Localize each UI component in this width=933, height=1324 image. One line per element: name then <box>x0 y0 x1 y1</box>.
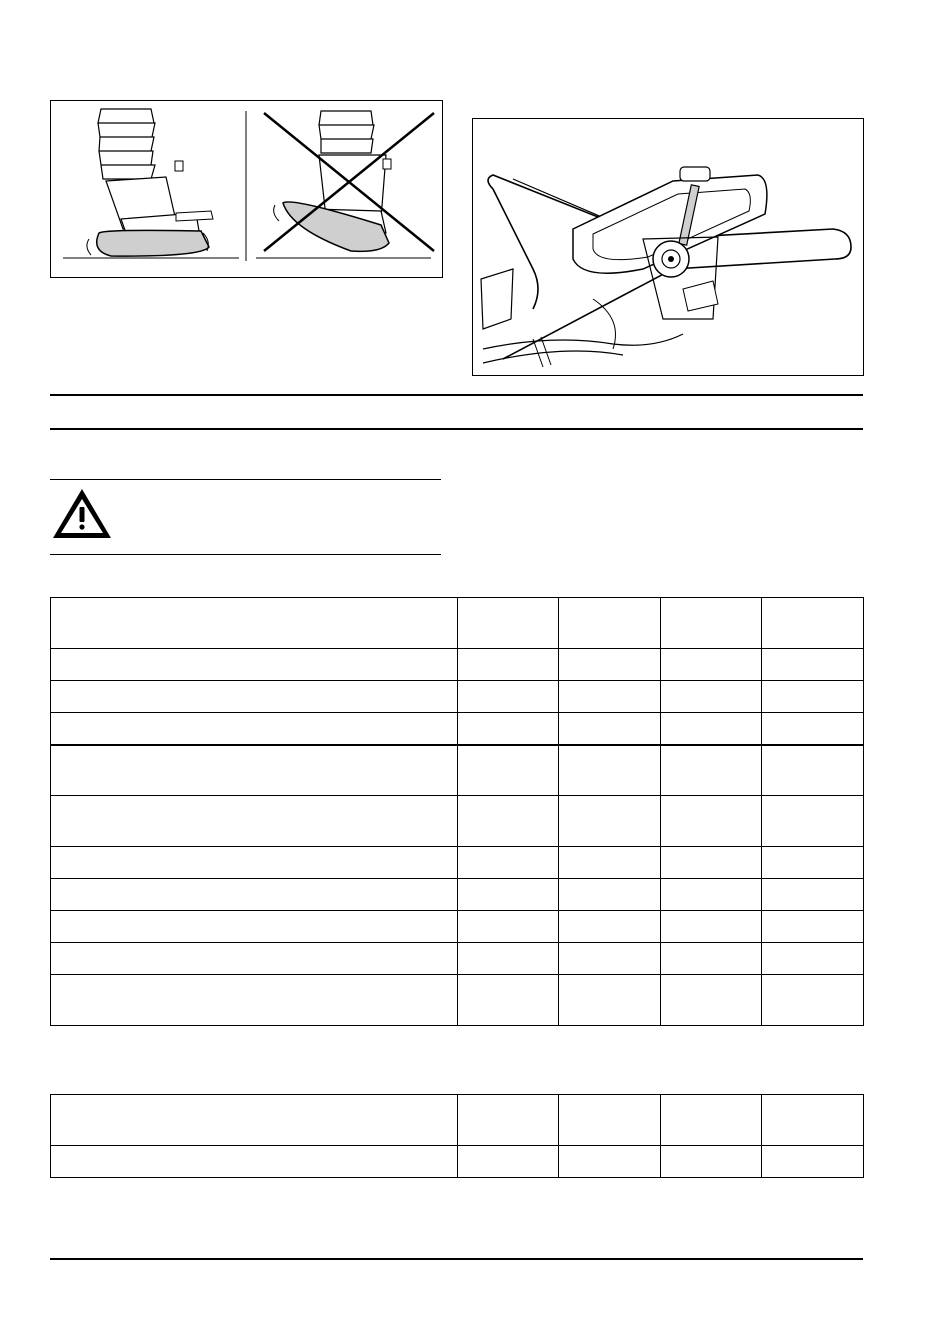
table-row <box>51 879 864 911</box>
table-row <box>51 649 864 681</box>
rammer-foot-tilted-crossed-out-illustration <box>264 111 434 251</box>
table-row <box>51 745 864 796</box>
specification-table-main <box>50 597 864 1026</box>
rammer-foot-flat-contact-illustration <box>87 109 213 256</box>
table-row <box>51 713 864 745</box>
table-row <box>51 975 864 1026</box>
table-row <box>51 598 864 649</box>
table-row <box>51 911 864 943</box>
section-rule-top <box>50 394 863 396</box>
rammer-handle-throttle-lever-illustration <box>473 119 863 375</box>
warning-triangle-icon <box>50 486 114 542</box>
table-row <box>51 681 864 713</box>
footer-rule <box>50 1258 863 1260</box>
warning-rule-top <box>50 479 441 480</box>
table-row <box>51 1146 864 1178</box>
table-row <box>51 1095 864 1146</box>
table-row <box>51 847 864 879</box>
table-row <box>51 943 864 975</box>
specification-table-secondary <box>50 1094 864 1178</box>
warning-rule-bottom <box>50 554 441 555</box>
section-rule-bottom <box>50 428 863 430</box>
table-row <box>51 796 864 847</box>
figure-rammer-foot-panel <box>50 100 443 278</box>
rammer-foot-illustration <box>51 101 442 277</box>
figure-throttle-lever-panel <box>472 118 864 376</box>
